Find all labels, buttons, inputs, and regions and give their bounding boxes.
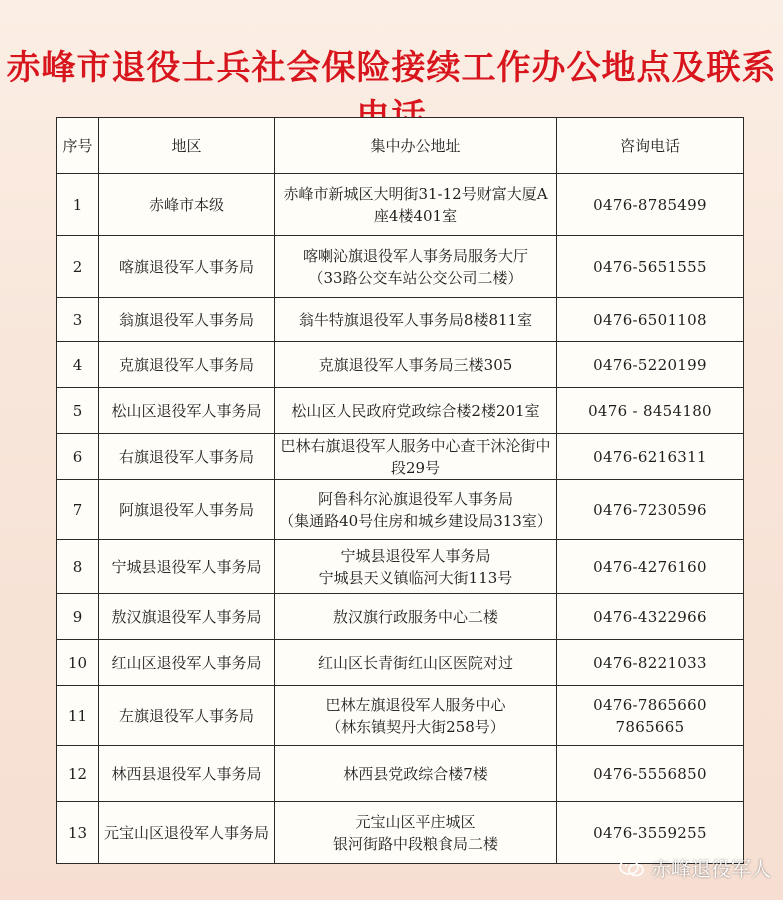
table-row (57, 388, 744, 434)
row-number: 6 (57, 434, 99, 480)
table-row (57, 174, 744, 236)
row-area: 元宝山区退役军人事务局 (99, 802, 275, 864)
address-line-2: （集通路40号住房和城乡建设局313室） (279, 511, 552, 530)
table-row (57, 746, 744, 802)
row-area: 宁城县退役军人事务局 (99, 540, 275, 594)
row-number: 3 (57, 298, 99, 342)
row-phone: 0476-5220199 (557, 342, 744, 388)
table-row (57, 686, 744, 746)
contact-table (56, 117, 744, 864)
table-row (57, 480, 744, 540)
address-line-1: 红山区长青街红山区医院对过 (317, 653, 513, 672)
row-area: 翁旗退役军人事务局 (99, 298, 275, 342)
address-line-1: 喀喇沁旗退役军人事务局服务大厅 (302, 246, 528, 265)
row-number: 4 (57, 342, 99, 388)
row-phone: 0476-6501108 (557, 298, 744, 342)
address-line-2: 宁城县天义镇临河大街113号 (318, 568, 513, 587)
row-phone: 0476-4276160 (557, 540, 744, 594)
row-area: 红山区退役军人事务局 (99, 640, 275, 686)
row-area: 克旗退役军人事务局 (99, 342, 275, 388)
header-area: 地区 (99, 118, 275, 174)
address-line-1: 阿鲁科尔沁旗退役军人事务局 (317, 489, 513, 508)
row-phone: 0476 - 8454180 (557, 388, 744, 434)
table-row (57, 298, 744, 342)
address-line-1: 克旗退役军人事务局三楼305 (318, 355, 513, 374)
address-line-1: 翁牛特旗退役军人事务局8楼811室 (298, 310, 533, 329)
row-address (275, 802, 557, 864)
row-address (275, 686, 557, 746)
watermark-text: 赤峰退役军人 (651, 857, 771, 881)
table-row (57, 640, 744, 686)
row-number: 11 (57, 686, 99, 746)
row-area: 敖汉旗退役军人事务局 (99, 594, 275, 640)
row-address (275, 540, 557, 594)
row-number: 8 (57, 540, 99, 594)
watermark (619, 853, 771, 882)
row-area: 右旗退役军人事务局 (99, 434, 275, 480)
row-address (275, 174, 557, 236)
table-header-row (57, 118, 744, 174)
address-line-2: 银河街路中段粮食局二楼 (332, 834, 498, 853)
row-address (275, 640, 557, 686)
address-line-1: 松山区人民政府党政综合楼2楼201室 (291, 401, 540, 420)
table-row (57, 342, 744, 388)
address-line-1: 巴林左旗退役军人服务中心 (325, 695, 506, 714)
address-line-1: 巴林右旗退役军人服务中心查干沐沦街中段29号 (280, 436, 551, 477)
row-area: 阿旗退役军人事务局 (99, 480, 275, 540)
row-area: 左旗退役军人事务局 (99, 686, 275, 746)
row-area: 赤峰市本级 (99, 174, 275, 236)
row-phone: 0476-7230596 (557, 480, 744, 540)
wechat-icon (619, 858, 645, 878)
row-number: 1 (57, 174, 99, 236)
address-line-1: 元宝山区平庄城区 (355, 812, 476, 831)
address-line-1: 林西县党政综合楼7楼 (343, 764, 488, 783)
address-line-1: 敖汉旗行政服务中心二楼 (332, 607, 498, 626)
row-address (275, 298, 557, 342)
row-phone: 0476-6216311 (557, 434, 744, 480)
row-phone: 0476-8785499 (557, 174, 744, 236)
row-phone: 0476-5651555 (557, 236, 744, 298)
row-number: 13 (57, 802, 99, 864)
address-line-2: （林东镇契丹大街258号） (326, 717, 505, 736)
row-number: 10 (57, 640, 99, 686)
row-number: 12 (57, 746, 99, 802)
address-line-1: 赤峰市新城区大明街31-12号财富大厦A座4楼401室 (283, 184, 548, 225)
row-phone: 0476-7865660 7865665 (557, 686, 744, 746)
row-number: 7 (57, 480, 99, 540)
page-title: 赤峰市退役士兵社会保险接续工作办公地点及联系 (6, 48, 777, 88)
row-address (275, 434, 557, 480)
row-area: 喀旗退役军人事务局 (99, 236, 275, 298)
table-row (57, 594, 744, 640)
header-phone: 咨询电话 (557, 118, 744, 174)
table-row (57, 434, 744, 480)
row-number: 9 (57, 594, 99, 640)
row-area: 松山区退役军人事务局 (99, 388, 275, 434)
header-no: 序号 (57, 118, 99, 174)
row-phone: 0476-3559255 (557, 802, 744, 864)
row-address (275, 236, 557, 298)
row-area: 林西县退役军人事务局 (99, 746, 275, 802)
row-address (275, 388, 557, 434)
row-phone: 0476-4322966 (557, 594, 744, 640)
table-row (57, 540, 744, 594)
row-number: 2 (57, 236, 99, 298)
row-address (275, 594, 557, 640)
header-address: 集中办公地址 (275, 118, 557, 174)
row-phone: 0476-5556850 (557, 746, 744, 802)
row-phone: 0476-8221033 (557, 640, 744, 686)
table-row (57, 236, 744, 298)
address-line-2: （33路公交车站公交公司二楼） (308, 268, 523, 287)
row-address (275, 342, 557, 388)
row-address (275, 480, 557, 540)
row-address (275, 746, 557, 802)
address-line-1: 宁城县退役军人事务局 (340, 546, 491, 565)
row-number: 5 (57, 388, 99, 434)
